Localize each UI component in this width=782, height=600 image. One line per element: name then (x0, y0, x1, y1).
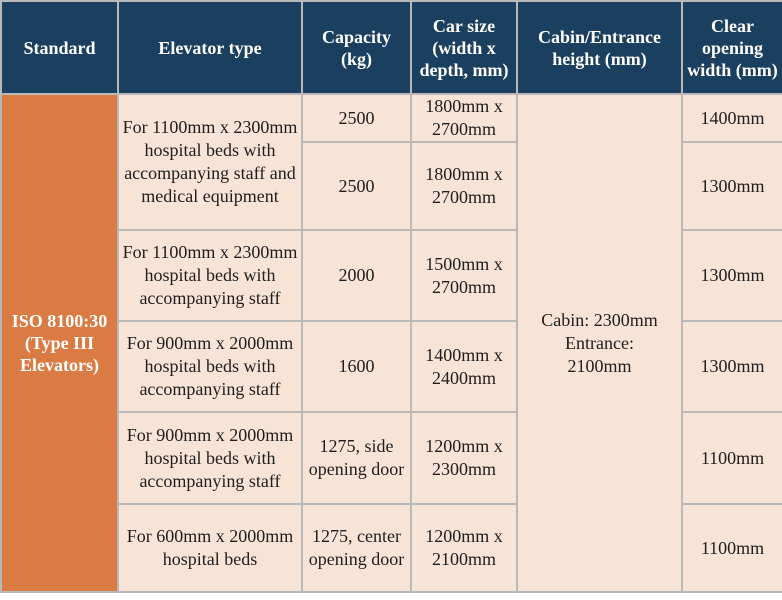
car-size-cell: 1800mm x 2700mm (411, 94, 517, 142)
header-cabin-entrance-height: Cabin/Entrance height (mm) (517, 1, 682, 94)
header-row (1, 1, 782, 94)
clear-opening-cell: 1400mm (682, 94, 782, 142)
capacity-cell: 1275, center opening door (302, 504, 411, 592)
elevator-type-cell: For 1100mm x 2300mm hospital beds with accompanying staff (118, 230, 302, 321)
cabin-entrance-height-cell (517, 94, 682, 592)
car-size-cell: 1400mm x 2400mm (411, 321, 517, 412)
clear-opening-cell: 1100mm (682, 504, 782, 592)
header-standard: Standard (1, 1, 118, 94)
elevator-type-cell: For 1100mm x 2300mm hospital beds with accompanying staff and medical equipment (118, 94, 302, 230)
capacity-cell: 2500 (302, 142, 411, 230)
header-car-size: Car size (width x depth, mm) (411, 1, 517, 94)
elevator-type-cell: For 900mm x 2000mm hospital beds with accompanying staff (118, 412, 302, 504)
cabin-entrance-height-text: Cabin: 2300mm Entrance: 2100mm (541, 309, 658, 376)
clear-opening-cell: 1300mm (682, 142, 782, 230)
elevator-type-cell: For 600mm x 2000mm hospital beds (118, 504, 302, 592)
standard-cell (1, 94, 118, 592)
table-row (1, 94, 782, 142)
capacity-cell: 1600 (302, 321, 411, 412)
clear-opening-cell: 1100mm (682, 412, 782, 504)
header-clear-opening-width: Clear opening width (mm) (682, 1, 782, 94)
capacity-cell: 2000 (302, 230, 411, 321)
car-size-cell: 1200mm x 2100mm (411, 504, 517, 592)
capacity-cell: 1275, side opening door (302, 412, 411, 504)
header-capacity: Capacity (kg) (302, 1, 411, 94)
clear-opening-cell: 1300mm (682, 321, 782, 412)
elevator-type-cell: For 900mm x 2000mm hospital beds with accompanying staff (118, 321, 302, 412)
capacity-cell: 2500 (302, 94, 411, 142)
standard-label: ISO 8100:30 (Type III Elevators) (11, 311, 108, 375)
header-elevator-type: Elevator type (118, 1, 302, 94)
car-size-cell: 1500mm x 2700mm (411, 230, 517, 321)
car-size-cell: 1800mm x 2700mm (411, 142, 517, 230)
car-size-cell: 1200mm x 2300mm (411, 412, 517, 504)
clear-opening-cell: 1300mm (682, 230, 782, 321)
